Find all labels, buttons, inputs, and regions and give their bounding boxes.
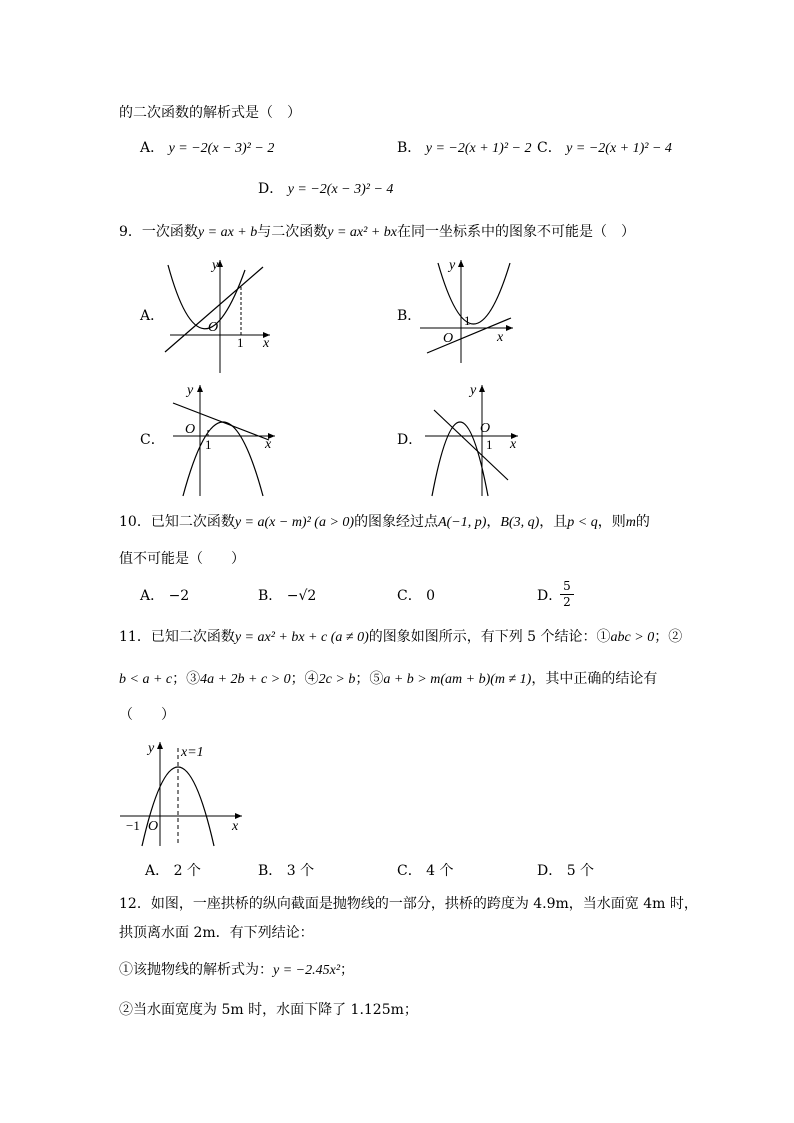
q9-graph-d — [420, 380, 525, 500]
q11-c3-mark: ③ — [186, 671, 201, 687]
q9-graph-c — [165, 380, 280, 500]
q9-option-c-label[interactable]: C． — [140, 432, 165, 448]
tick-one-label: 1 — [205, 437, 212, 452]
q10-line2: 值不可能是（ ） — [119, 551, 245, 567]
minus-one-label: −1 — [126, 818, 140, 833]
parabola — [168, 265, 245, 329]
q9-stem — [119, 225, 635, 240]
origin-label: O — [185, 422, 196, 437]
q12-statement-1 — [119, 963, 354, 978]
origin-label: O — [208, 320, 219, 335]
q8-option-c-expr: y = −2(x + 1)² − 4 — [566, 141, 672, 156]
q11-graph — [118, 738, 248, 848]
q11-c4: 2c > b — [318, 672, 356, 687]
q11-c2-mark: ② — [668, 629, 683, 645]
origin-label: O — [480, 421, 491, 436]
origin-label: O — [148, 819, 159, 834]
q11-option-c-value: 4 个 — [426, 863, 454, 879]
q12-statement-2: ②当水面宽度为 5m 时，水面下降了 1.125m； — [119, 1002, 418, 1018]
q11-option-a[interactable] — [145, 864, 201, 878]
y-label: y — [470, 383, 477, 398]
q12-s1-expr: y = −2.45x² — [273, 963, 341, 978]
q10-option-d-fraction — [560, 580, 574, 609]
q10-point-b: B(3, q) — [500, 515, 540, 530]
y-axis-arrow — [157, 742, 163, 749]
q12-s1-text: ①该抛物线的解析式为： — [119, 962, 273, 978]
q11-c1-mark: ① — [596, 629, 611, 645]
q11-option-d-value: 5 个 — [566, 863, 595, 879]
y-axis-arrow — [479, 385, 485, 392]
q11-semi-4: ； — [355, 671, 370, 687]
q10-option-a[interactable] — [140, 589, 189, 603]
q12-s1-end: ； — [340, 962, 355, 978]
x-label: x — [232, 819, 239, 834]
q9-option-b-label[interactable]: B． — [397, 308, 422, 324]
q10-option-a-value: −2 — [168, 588, 190, 604]
q10-stem-c: ，且 — [539, 514, 568, 530]
q9-stem-c: 在同一坐标系中的图象不可能是（ ） — [396, 224, 635, 240]
q9-quadratic: y = ax² + bx — [327, 225, 397, 240]
q8-option-b[interactable] — [397, 141, 532, 156]
x-label: x — [510, 437, 517, 452]
y-axis-arrow — [458, 260, 464, 267]
q11-stem-b: 的图象如图所示，有下列 5 个结论： — [368, 629, 597, 645]
q10-stem — [119, 515, 650, 530]
q10-option-d[interactable] — [537, 589, 562, 603]
q10-var: m — [625, 515, 636, 530]
q11-option-c-label: C． — [397, 863, 422, 879]
tick-one-label: 1 — [464, 313, 471, 328]
q9-option-a-label[interactable]: A． — [140, 308, 165, 324]
q12-line1: 12．如图，一座拱桥的纵向截面是抛物线的一部分，拱桥的跨度为 4.9m，当水面宽 4m 时， — [119, 896, 698, 912]
q10-sep: ， — [486, 514, 501, 530]
q11-func: y = ax² + bx + c (a ≠ 0) — [234, 630, 369, 645]
q10-stem-d: ，则 — [597, 514, 626, 530]
q11-semi-3: ； — [290, 671, 305, 687]
origin-label: O — [443, 331, 454, 346]
y-label: y — [187, 383, 194, 398]
q11-c2: b < a + c — [119, 672, 173, 687]
tick-one-label: 1 — [486, 437, 493, 452]
q10-point-a: A(−1, p) — [438, 515, 487, 530]
q10-option-c-value: 0 — [426, 588, 436, 604]
q8-option-a-expr: y = −2(x − 3)² − 2 — [168, 141, 275, 156]
y-label: y — [212, 258, 219, 273]
q11-semi-1: ； — [654, 629, 669, 645]
tick-one-label: 1 — [237, 335, 244, 350]
q11-option-c[interactable] — [397, 864, 454, 878]
q10-option-b-value: −√2 — [286, 588, 317, 604]
q10-option-c[interactable] — [397, 589, 435, 603]
q8-stem-tail: 的二次函数的解析式是（ ） — [119, 105, 301, 121]
x-axis-arrow — [506, 325, 513, 331]
q11-stem — [119, 630, 682, 645]
q10-func: y = a(x − m)² (a > 0) — [234, 515, 355, 530]
q11-c3: 4a + 2b + c > 0 — [200, 672, 291, 687]
x-label: x — [265, 437, 272, 452]
q8-option-a[interactable] — [140, 141, 274, 156]
q11-c4-mark: ④ — [304, 671, 319, 687]
q11-option-d-label: D． — [537, 863, 563, 879]
q11-option-b-value: 3 个 — [286, 863, 315, 879]
q10-option-d-numerator: 5 — [563, 579, 571, 593]
q11-tail: ，其中正确的结论有 — [531, 671, 658, 687]
q9-graph-a — [160, 255, 280, 375]
q10-stem-e: 的 — [635, 514, 650, 530]
q8-option-c-label: C． — [537, 140, 562, 156]
q8-option-d-label: D． — [258, 181, 284, 197]
q11-option-a-label: A． — [145, 863, 170, 879]
q8-option-d-expr: y = −2(x − 3)² − 4 — [287, 182, 394, 197]
q10-option-c-label: C． — [397, 588, 422, 604]
q11-c1: abc > 0 — [610, 630, 655, 645]
q10-option-d-label: D． — [537, 588, 563, 604]
q10-option-a-label: A． — [140, 588, 165, 604]
q9-stem-a: 9．一次函数 — [119, 224, 198, 240]
q11-option-d[interactable] — [537, 864, 594, 878]
q11-option-b[interactable] — [258, 864, 314, 878]
y-axis-arrow — [197, 385, 203, 392]
q9-option-d-label[interactable]: D． — [397, 432, 423, 448]
q10-stem-a: 10．已知二次函数 — [119, 514, 235, 530]
y-label: y — [148, 741, 155, 756]
q11-stem-a: 11．已知二次函数 — [119, 629, 235, 645]
q9-linear: y = ax + b — [197, 225, 258, 240]
q11-conclusions — [119, 672, 657, 687]
q10-cond: p < q — [567, 515, 598, 530]
q11-c5-mark: ⑤ — [369, 671, 384, 687]
line — [434, 410, 508, 480]
x-label: x — [263, 336, 270, 351]
q11-option-b-label: B． — [258, 863, 283, 879]
q11-semi-2: ； — [172, 671, 187, 687]
q8-option-a-label: A． — [140, 140, 165, 156]
x-label: x — [497, 330, 504, 345]
q10-option-b-label: B． — [258, 588, 283, 604]
q10-option-d-denominator: 2 — [563, 595, 571, 609]
q12-line2: 拱顶离水面 2m．有下列结论： — [119, 925, 314, 941]
q11-option-a-value: 2 个 — [173, 863, 201, 879]
q11-c5: a + b > m(am + b)(m ≠ 1) — [383, 672, 532, 687]
axis-label: x=1 — [181, 745, 204, 760]
q8-option-b-label: B． — [397, 140, 422, 156]
q10-stem-b: 的图象经过点 — [354, 514, 439, 530]
q8-option-b-expr: y = −2(x + 1)² − 2 — [425, 141, 532, 156]
q11-paren: （ ） — [119, 707, 175, 723]
line — [165, 267, 263, 352]
q10-option-b[interactable] — [258, 589, 316, 603]
q9-graph-b — [415, 255, 525, 365]
q9-stem-b: 与二次函数 — [257, 224, 328, 240]
y-label: y — [449, 258, 456, 273]
q8-option-d[interactable] — [258, 182, 393, 197]
q8-option-c[interactable] — [537, 141, 672, 156]
